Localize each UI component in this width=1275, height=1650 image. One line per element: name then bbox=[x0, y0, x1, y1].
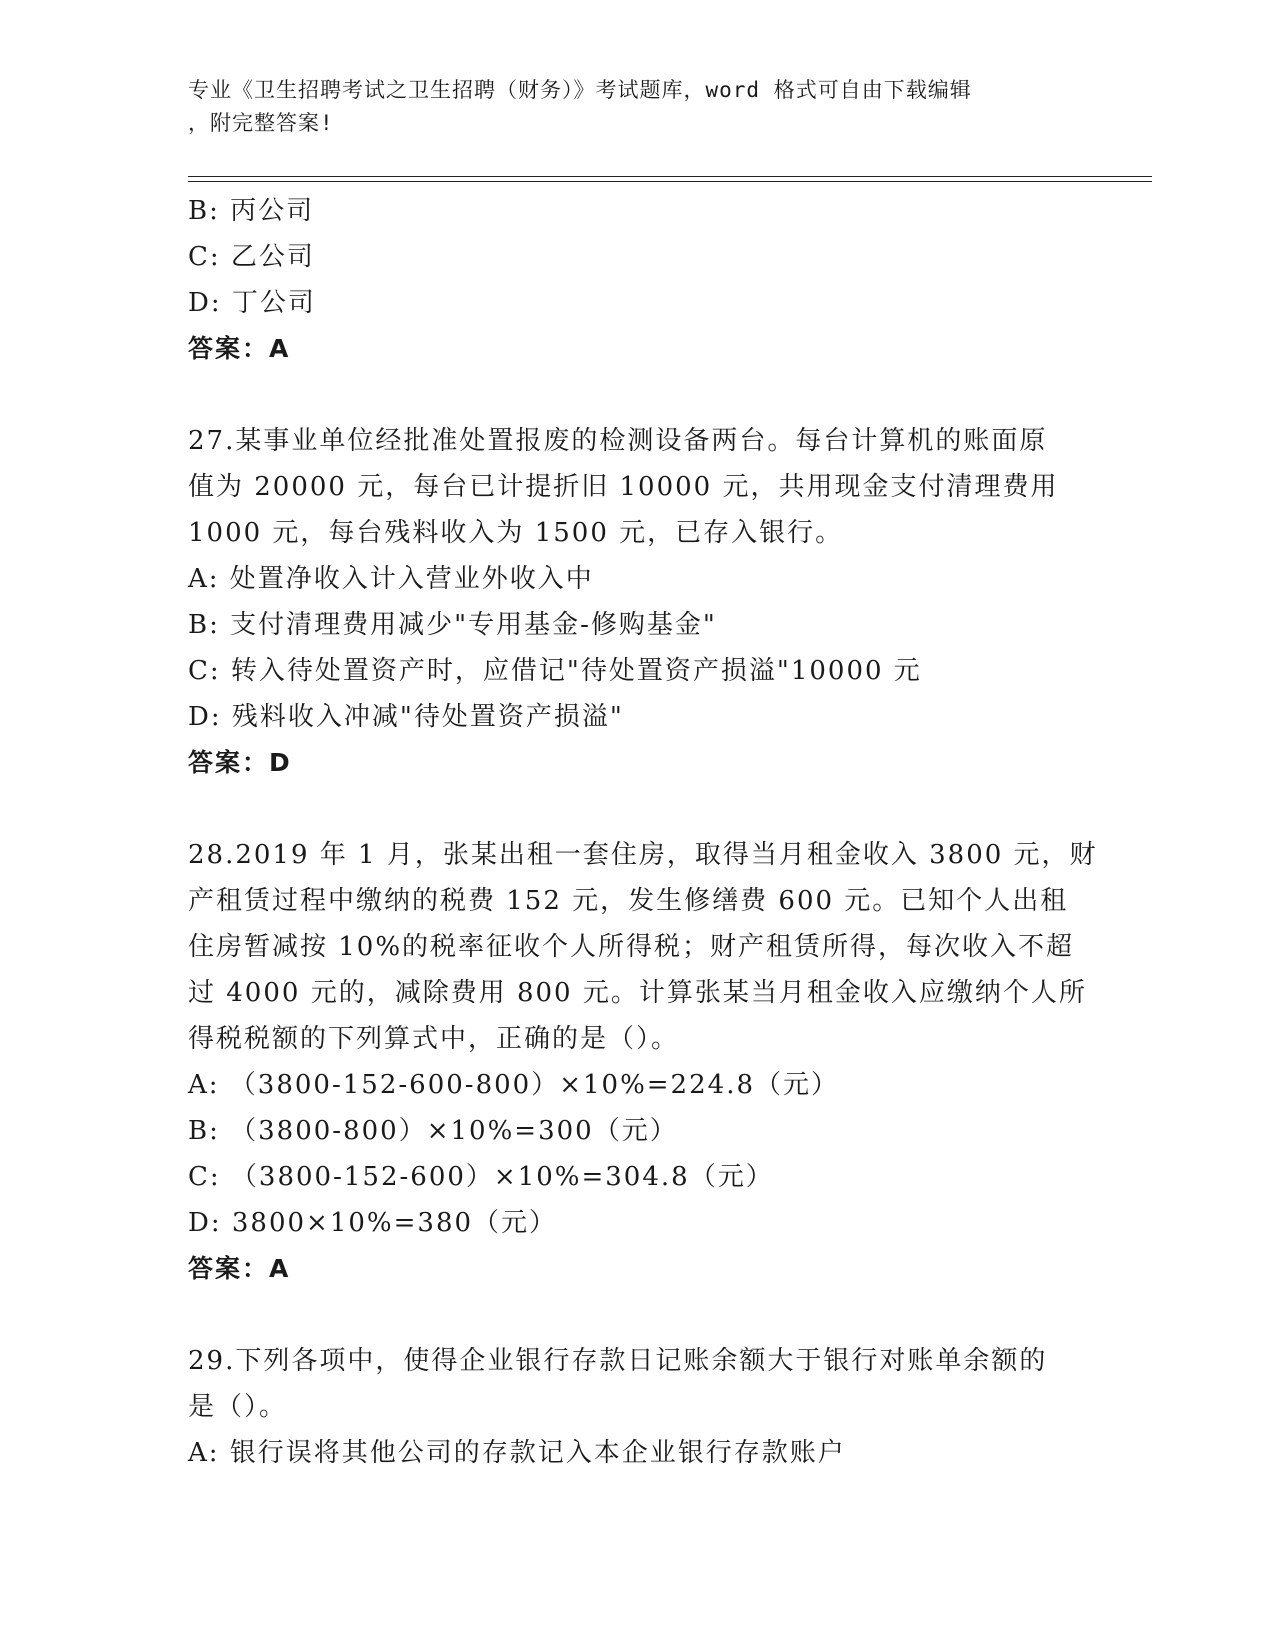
header-divider-top bbox=[188, 176, 1152, 177]
q28-option-d: D: 3800×10%=380（元） bbox=[188, 1208, 558, 1238]
q28-stem-line-1: 28.2019 年 1 月，张某出租一套住房，取得当月租金收入 3800 元，财 bbox=[188, 840, 1098, 870]
q27-stem-line-2: 值为 20000 元，每台已计提折旧 10000 元，共用现金支付清理费用 bbox=[188, 472, 1059, 502]
spacer bbox=[188, 372, 1088, 418]
q27-option-b: B: 支付清理费用减少"专用基金-修购基金" bbox=[188, 610, 717, 640]
q27-stem-line-1: 27.某事业单位经批准处置报废的检测设备两台。每台计算机的账面原 bbox=[188, 426, 1048, 456]
q27-option-d: D: 残料收入冲减"待处置资产损溢" bbox=[188, 702, 624, 732]
q26-option-c: C: 乙公司 bbox=[188, 242, 315, 272]
q28-stem-line-3: 住房暂减按 10%的税率征收个人所得税；财产租赁所得，每次收入不超 bbox=[188, 932, 1075, 962]
q28-answer: 答案：A bbox=[188, 1254, 291, 1283]
q26-answer: 答案：A bbox=[188, 334, 291, 363]
page-header bbox=[188, 74, 1088, 140]
question-content bbox=[188, 188, 1098, 1476]
spacer bbox=[188, 1292, 1088, 1338]
q26-option-d: D: 丁公司 bbox=[188, 288, 316, 318]
q28-stem-line-5: 得税税额的下列算式中，正确的是（）。 bbox=[188, 1024, 680, 1054]
question-29 bbox=[188, 1338, 1088, 1476]
header-line-1: 专业《卫生招聘考试之卫生招聘（财务）》考试题库，word 格式可自由下载编辑 bbox=[188, 78, 972, 102]
q29-option-a: A: 银行误将其他公司的存款记入本企业银行存款账户 bbox=[188, 1438, 846, 1468]
q27-stem-line-3: 1000 元，每台残料收入为 1500 元，已存入银行。 bbox=[188, 518, 844, 548]
q29-stem-line-2: 是（）。 bbox=[188, 1392, 288, 1422]
q26-option-b: B: 丙公司 bbox=[188, 196, 315, 226]
q28-option-b: B: （3800-800）×10%=300（元） bbox=[188, 1116, 678, 1146]
q28-stem-line-4: 过 4000 元的，减除费用 800 元。计算张某当月租金收入应缴纳个人所 bbox=[188, 978, 1087, 1008]
question-27 bbox=[188, 418, 1088, 786]
question-26-tail bbox=[188, 188, 1088, 372]
q28-option-a: A: （3800-152-600-800）×10%=224.8（元） bbox=[188, 1070, 839, 1100]
q29-stem-line-1: 29.下列各项中，使得企业银行存款日记账余额大于银行对账单余额的 bbox=[188, 1346, 1048, 1376]
q27-option-a: A: 处置净收入计入营业外收入中 bbox=[188, 564, 594, 594]
q28-option-c: C: （3800-152-600）×10%=304.8（元） bbox=[188, 1162, 774, 1192]
spacer bbox=[188, 786, 1088, 832]
q28-stem-line-2: 产租赁过程中缴纳的税费 152 元，发生修缮费 600 元。已知个人出租 bbox=[188, 886, 1069, 916]
header-divider-bottom bbox=[188, 181, 1152, 182]
header-line-2: ，附完整答案! bbox=[188, 111, 334, 135]
q27-option-c: C: 转入待处置资产时，应借记"待处置资产损溢"10000 元 bbox=[188, 656, 922, 686]
question-28 bbox=[188, 832, 1098, 1292]
q27-answer: 答案：D bbox=[188, 748, 292, 777]
